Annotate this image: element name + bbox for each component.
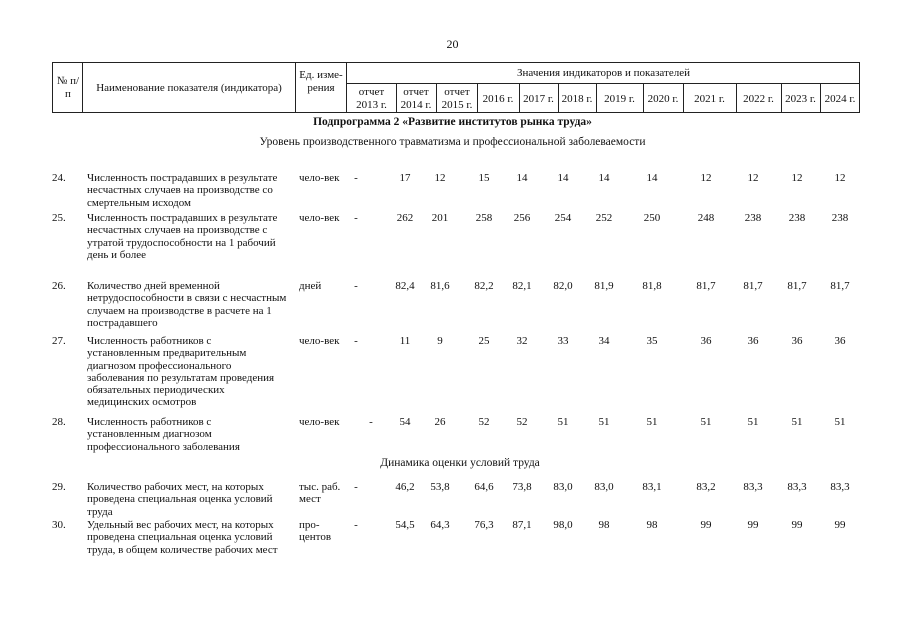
- value-cell: 82,4: [395, 280, 415, 292]
- subprogram-title: Подпрограмма 2 «Развитие институтов рынка труда»: [313, 116, 592, 128]
- value-cell: 14: [598, 172, 610, 184]
- unit-cell: чело-век: [299, 416, 340, 428]
- value-cell: 36: [747, 335, 759, 347]
- value-cell: 73,8: [512, 481, 532, 493]
- value-cell: 52: [516, 416, 528, 428]
- header-year: 2019 г.: [604, 93, 635, 105]
- row-number: 29.: [52, 481, 66, 493]
- header-num: № п/п: [56, 75, 80, 100]
- value-cell: 33: [557, 335, 569, 347]
- header-year: 2021 г.: [694, 93, 725, 105]
- indicator-name: Количество рабочих мест, на которых проведена специальная оценка условий труда: [87, 481, 273, 518]
- value-2013-cell: -: [354, 212, 358, 224]
- value-cell: 11: [399, 335, 411, 347]
- value-cell: 238: [831, 212, 849, 224]
- header-year: 2017 г.: [523, 93, 554, 105]
- indicator-name: Численность работников с установленным диагнозом профессионального заболевания: [87, 416, 240, 453]
- value-cell: 76,3: [474, 519, 494, 531]
- unit-cell: чело-век: [299, 172, 340, 184]
- value-cell: 54,5: [395, 519, 415, 531]
- value-cell: 12: [791, 172, 803, 184]
- value-cell: 51: [834, 416, 846, 428]
- header-year: отчет 2014 г.: [400, 86, 432, 111]
- value-cell: 81,8: [642, 280, 662, 292]
- unit-cell: тыс. раб. мест: [299, 481, 341, 506]
- value-cell: 51: [747, 416, 759, 428]
- value-cell: 201: [431, 212, 449, 224]
- value-cell: 14: [646, 172, 658, 184]
- header-year: 2020 г.: [647, 93, 679, 105]
- value-cell: 81,7: [787, 280, 807, 292]
- value-cell: 9: [437, 335, 443, 347]
- header-year: отчет 2015 г.: [441, 86, 473, 111]
- value-cell: 262: [396, 212, 414, 224]
- header-year: 2016 г.: [482, 93, 514, 105]
- value-cell: 51: [791, 416, 803, 428]
- value-cell: 51: [557, 416, 569, 428]
- section-title-working-conditions: Динамика оценки условий труда: [380, 457, 540, 469]
- value-cell: 15: [478, 172, 490, 184]
- value-cell: 12: [834, 172, 846, 184]
- indicator-name: Численность пострадавших в результате несчастных случаев на производстве с утратой трудоспособности на 1 рабочий день и более: [87, 212, 278, 261]
- header-name: Наименование показателя (индикатора): [96, 82, 282, 94]
- value-cell: 99: [700, 519, 712, 531]
- value-cell: 83,1: [642, 481, 662, 493]
- value-cell: 54: [399, 416, 411, 428]
- value-cell: 81,6: [430, 280, 450, 292]
- value-cell: 81,7: [696, 280, 716, 292]
- value-2013-cell: -: [369, 416, 373, 428]
- unit-cell: дней: [299, 280, 322, 292]
- value-cell: 98,0: [553, 519, 573, 531]
- row-number: 25.: [52, 212, 66, 224]
- value-cell: 99: [791, 519, 803, 531]
- header-year: 2018 г.: [561, 93, 593, 105]
- value-cell: 98: [646, 519, 658, 531]
- value-cell: 256: [513, 212, 531, 224]
- value-cell: 36: [791, 335, 803, 347]
- value-cell: 64,3: [430, 519, 450, 531]
- value-cell: 14: [557, 172, 569, 184]
- value-cell: 83,3: [830, 481, 850, 493]
- value-cell: 82,2: [474, 280, 494, 292]
- value-2013-cell: -: [354, 519, 358, 531]
- unit-cell: чело-век: [299, 212, 340, 224]
- value-cell: 238: [788, 212, 806, 224]
- value-cell: 17: [399, 172, 411, 184]
- value-cell: 26: [434, 416, 446, 428]
- value-cell: 36: [834, 335, 846, 347]
- value-cell: 51: [700, 416, 712, 428]
- row-number: 24.: [52, 172, 66, 184]
- value-cell: 238: [744, 212, 762, 224]
- value-cell: 83,2: [696, 481, 716, 493]
- value-cell: 81,7: [830, 280, 850, 292]
- value-cell: 25: [478, 335, 490, 347]
- value-cell: 51: [598, 416, 610, 428]
- unit-cell: про-центов: [299, 519, 332, 544]
- table-header: [52, 62, 860, 113]
- value-cell: 87,1: [512, 519, 532, 531]
- value-cell: 252: [595, 212, 613, 224]
- value-cell: 83,0: [553, 481, 573, 493]
- value-cell: 12: [700, 172, 712, 184]
- value-cell: 99: [834, 519, 846, 531]
- value-cell: 254: [554, 212, 572, 224]
- value-cell: 248: [697, 212, 715, 224]
- value-cell: 98: [598, 519, 610, 531]
- value-cell: 82,0: [553, 280, 573, 292]
- value-cell: 99: [747, 519, 759, 531]
- value-cell: 81,9: [594, 280, 614, 292]
- value-cell: 46,2: [395, 481, 415, 493]
- value-cell: 64,6: [474, 481, 494, 493]
- value-cell: 83,0: [594, 481, 614, 493]
- indicator-name: Численность пострадавших в результате несчастных случаев на производстве со смертельным исходом: [87, 172, 278, 209]
- header-values-group: Значения индикаторов и показателей: [517, 67, 690, 79]
- value-cell: 250: [643, 212, 661, 224]
- value-cell: 12: [434, 172, 446, 184]
- value-2013-cell: -: [354, 335, 358, 347]
- unit-cell: чело-век: [299, 335, 340, 347]
- value-cell: 12: [747, 172, 759, 184]
- value-cell: 53,8: [430, 481, 450, 493]
- value-cell: 36: [700, 335, 712, 347]
- value-2013-cell: -: [354, 481, 358, 493]
- value-cell: 81,7: [743, 280, 763, 292]
- row-number: 26.: [52, 280, 66, 292]
- value-cell: 83,3: [787, 481, 807, 493]
- indicator-name: Численность работников с установленным предварительным диагнозом профессионального заболевания по результатам проведения обязательных периодических медицинских осмотров: [87, 335, 275, 409]
- row-number: 28.: [52, 416, 66, 428]
- header-unit: Ед. изме-рения: [299, 69, 343, 94]
- value-cell: 82,1: [512, 280, 532, 292]
- header-year: 2022 г.: [743, 93, 774, 105]
- header-year: 2024 г.: [824, 93, 856, 105]
- page-number: 20: [446, 37, 459, 51]
- indicator-name: Удельный вес рабочих мест, на которых проведена специальная оценка условий труда, в общем количестве рабочих мест: [87, 519, 278, 556]
- value-2013-cell: -: [354, 280, 358, 292]
- value-cell: 83,3: [743, 481, 763, 493]
- value-cell: 35: [646, 335, 658, 347]
- row-number: 27.: [52, 335, 66, 347]
- value-cell: 51: [646, 416, 658, 428]
- row-number: 30.: [52, 519, 66, 531]
- value-cell: 52: [478, 416, 490, 428]
- value-cell: 34: [598, 335, 610, 347]
- value-2013-cell: -: [354, 172, 358, 184]
- header-year: отчет 2013 г.: [356, 86, 387, 111]
- value-cell: 258: [475, 212, 493, 224]
- header-year: 2023 г.: [785, 93, 816, 105]
- value-cell: 14: [516, 172, 528, 184]
- section-title-injuries: Уровень производственного травматизма и профессиональной заболеваемости: [259, 136, 646, 148]
- indicator-name: Количество дней временной нетрудоспособности в связи с несчастным случаем на производстве в расчете на 1 пострадавшего: [87, 280, 287, 329]
- value-cell: 32: [516, 335, 528, 347]
